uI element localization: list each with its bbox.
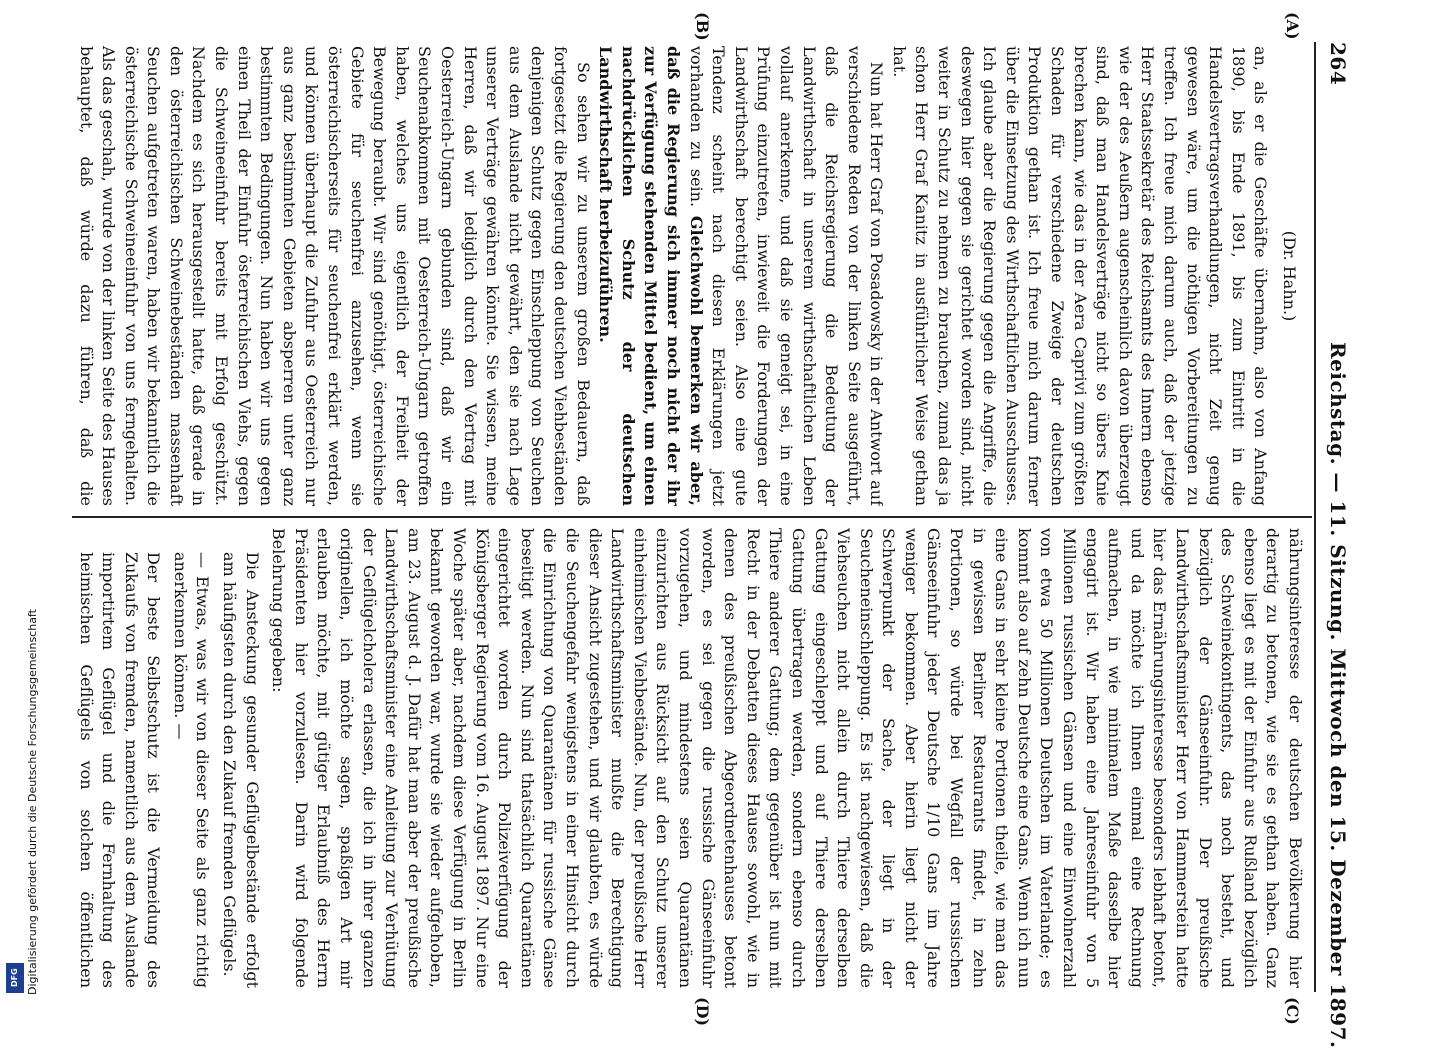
paragraph: an, als er die Geschäfte übernahm, also von Anfang 1890, bis Ende 1891, bis zum Eintritt in die Handelsvertragsverhandlungen, nicht Zeit genug gewesen wäre, um die nöthigen Vorbereitungen zu treffen. Ich freue mich darum auch, daß der jetzige Herr Staatssekretär des Reichsamts des Innern ebenso wie der des Aeußern augenscheinlich davon überzeugt sind, daß man Handelsverträge nicht so übers Knie brechen kann, wie das in der Aera Caprivi zum größten Schaden für verschiedene Zweige der deutschen Produktion gethan ist. Ich freue mich darum ferner über die Einsetzung des Wirthschaftlichen Ausschusses. Ich glaube aber die Regierung gegen die Angriffe, die deswegen hier gegen sie gerichtet worden sind, nicht weiter in Schutz zu nehmen zu brauchen, zumal das ja schon Herr Graf Kanitz in ausführlicher Weise gethan hat. (889, 46, 1271, 506)
dfg-logo: DFG (6, 963, 24, 993)
column-divider (72, 516, 1312, 518)
digitization-credit-strip (2, 0, 39, 1000)
left-column (76, 46, 1306, 506)
page-header (1322, 42, 1352, 1048)
paragraph (594, 46, 888, 506)
paragraph-text: So sehen wir zu unserem großen Bedauern, daß fortgesetzt die Regierung den deutschen Viehbeständen denjenigen Schutz gegen Einschleppung von Seuchen aus dem Auslande nicht gewährt, den sie nach Lage unserer Verträge gewähren könnte. Sie wissen, meine Herren, daß wir lediglich durch den Vertrag mit Oesterreich-Ungarn gebunden sind, daß wir ein Seuchenabkommen mit Oesterreich-Ungarn getroffen haben, welches uns eigentlich der Freiheit der Bewegung beraubt. Wir sind genöthigt, österreichische Gebiete für seuchenfrei anzusehen, wenn sie österreichischerseits für seuchenfrei erklärt werden, und können überhaupt die Zufuhr aus Oesterreich nur aus ganz bestimmten Gebieten absperren unter ganz bestimmten Bedingungen. Nun haben wir uns gegen einen Theil der Einfuhr österreichischen Viehs, gegen die Schweineeinfuhr bereits mit Erfolg geschützt. Nachdem es sich herausgestellt hatte, daß gerade in den österreichischen Schweinebeständen massenhaft Seuchen aufgetreten waren, haben wir bekanntlich die österreichische Schweineeinfuhr von uns ferngehalten. Als das geschah, wurde von der linken Seite des Hauses behauptet, daß würde dazu führen, daß die (76, 46, 593, 506)
digitization-credit: Digitalisierung gefördert durch die Deutsche Forschungsgemeinschaft (26, 609, 39, 995)
paragraph: nährungsinteresse der deutschen Bevölkerung hier derartig zu betonen, wie sie es gethan haben. Ganz ebenso liegt es mit der Einfuhr aus Rußland bezüglich des Schweinekontingents, das noch besteht, und bezüglich der Gänseeinfuhr. Der preußische Landwirthschaftsminister Herr von Hammerstein hatte hier das Ernährungsinteresse besonders lebhaft betont, und da möchte ich Ihnen einmal eine Rechnung aufmachen, in wie minimalem Maße dasselbe hier engagirt ist. Wir haben eine Jahreseinfuhr von 5 Millionen russischen Gänsen und eine Einwohnerzahl von etwa 50 Millionen Deutschen im Vaterlande; es kommt also auf zehn Deutsche eine Gans. Wenn ich nun eine Gans in sehr kleine Portionen theile, wie man das in gewissen Berliner Restaurants findet, in zehn Portionen, so würde bei Wegfall der russischen Gänseeinfuhr jeder Deutsche 1/10 Gans im Jahre weniger bekommen. Aber hierin liegt nicht der Schwerpunkt der Sache, der liegt in der Seucheneinschleppung. Es ist nachgewiesen, daß die Viehseuchen nicht allein durch Thiere derselben Gattung eingeschleppt und auf Thiere derselben Gattung übertragen werden, sondern ebenso durch Thiere anderer Gattung; dem gegenüber ist nun mit Recht in der Debatten dieses Hauses sowohl, wie in denen des preußischen Abgeordnetenhauses betont worden, es sei gegen die russische Gänseeinfuhr vorzugehen, und mindestens seien Quarantänen einzurichten aus Rücksicht auf den Schutz unserer einheimischen Viehbestände. Nun, der preußische Herr Landwirthschaftsminister mußte die Berechtigung dieser Ansicht zugestehen, und wir glaubten, es würde die Seuchengefahr wenigstens in einer Hinsicht durch die Einrichtung von Quarantänen für russische Gänse beseitigt werden. Nun sind thatsächlich Quarantänen eingerichtet worden durch Polizeiverfügung der Königsberger Regierung vom 16. August 1897. Nur eine Woche später aber, nachdem diese Verfügung in Berlin bekannt geworden war, wurde sie wieder aufgehoben, am 23. August d. J. Dafür hat man aber der preußische Landwirthschaftsminister eine Anleitung zur Verhütung der Geflügelcholera erlassen, die ich in ihrer ganzen originellen, ich möchte sagen, spaßigen Art mir erlauben möchte, mit gütiger Erlaubniß des Herrn Präsidenten hier vorzulesen. Darin wird folgende Belehrung gegeben: (269, 528, 1305, 988)
rotated-page-content (62, 12, 1352, 1048)
running-title: Reichstag. — 11. Sitzung. Mittwoch den 15. Dezember 1897. (1326, 342, 1350, 1048)
speaker-label: (Dr. Hahn.) (1280, 230, 1299, 322)
emphasis-text: Gleichwohl bemerken wir aber, daß die Regierung sich immer noch nicht der ihr zur Verfügung stehenden Mittel bedient, um einen nachdrücklichen Schutz der deutschen Landwirthschaft herbeizuführen. (596, 46, 706, 506)
quotation: Der beste Selbstschutz ist die Vermeidung des Zukaufs von fremden, namentlich aus dem Auslande importirtem Geflügel und die Fernhaltung des heimischen Geflügels von solchen öffentlichen (76, 552, 164, 988)
margin-marker-c: (C) (1283, 997, 1302, 1025)
quotation: Die Ansteckung gesunder Geflügelbestände erfolgt am häufigsten durch den Zukauf fremden Geflügels. (220, 552, 262, 988)
page-number: 264 (1326, 42, 1350, 86)
margin-marker-b: (B) (693, 12, 712, 41)
header-rule (1314, 42, 1316, 992)
margin-marker-d: (D) (693, 997, 712, 1027)
paragraph-text: Nun hat Herr Graf von Posadowsky in der Antwort auf verschiedene Reden von der linken Seite ausgeführt, daß die Reichsregierung die Bedeutung der Landwirthschaft in unserem wirthschaftlichen Leben vollauf anerkenne, und daß sie geneigt sei, in eine Prüfung einzutreten, inwieweit die Forderungen der Landwirthschaft berechtigt seien. Also eine gute Tendenz scheint nach diesen Erklärungen jetzt vorhanden zu sein. (686, 46, 887, 506)
right-column (76, 528, 1306, 988)
interjection: — Etwas, was wir von dieser Seite als ganz richtig anerkennen können. — (170, 552, 213, 988)
margin-marker-a: (A) (1283, 12, 1302, 40)
paragraph (76, 46, 594, 506)
